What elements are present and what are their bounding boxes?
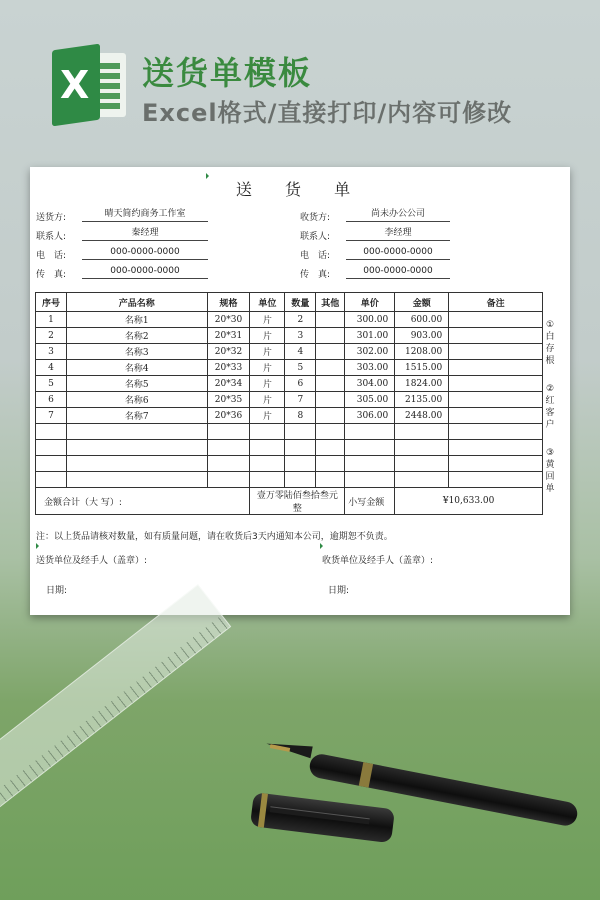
table-cell[interactable]: 1515.00 xyxy=(395,360,449,376)
table-cell[interactable]: 1 xyxy=(36,312,67,328)
total-upper-value[interactable]: 壹万零陆佰叁拾叁元整 xyxy=(250,488,345,515)
table-cell[interactable]: 7 xyxy=(285,392,316,408)
ruler-image xyxy=(0,584,231,812)
page-title: 送货单模板 xyxy=(142,54,313,92)
sender-phone-value[interactable]: 000-0000-0000 xyxy=(82,246,208,260)
cap-band xyxy=(258,793,268,827)
table-cell[interactable]: 名称4 xyxy=(66,360,207,376)
receiver-company-label: 收货方: xyxy=(300,213,331,223)
table-cell[interactable]: 2448.00 xyxy=(395,408,449,424)
total-lower-value[interactable]: ¥10,633.00 xyxy=(395,488,543,515)
table-cell[interactable]: 20*35 xyxy=(207,392,250,408)
table-cell[interactable] xyxy=(66,472,207,488)
table-cell[interactable]: 名称7 xyxy=(66,408,207,424)
copy-note-white: ①白存根 xyxy=(545,320,555,366)
receiver-fax-value[interactable]: 000-0000-0000 xyxy=(346,265,450,279)
table-cell[interactable] xyxy=(449,472,543,488)
table-cell[interactable] xyxy=(449,344,543,360)
table-cell[interactable] xyxy=(316,440,345,456)
table-cell[interactable]: 20*36 xyxy=(207,408,250,424)
excel-logo-icon xyxy=(52,47,128,123)
table-cell[interactable]: 20*31 xyxy=(207,328,250,344)
table-cell[interactable] xyxy=(395,456,449,472)
table-cell[interactable] xyxy=(395,424,449,440)
table-row-empty xyxy=(36,440,543,456)
table-cell[interactable]: 片 xyxy=(250,328,285,344)
column-header: 规格 xyxy=(207,293,250,312)
table-cell[interactable] xyxy=(66,440,207,456)
total-lower-label: 小写金额 xyxy=(345,488,395,515)
column-header: 其他 xyxy=(316,293,345,312)
table-row xyxy=(36,376,543,392)
total-upper-label: 金额合计（大 写）: xyxy=(36,488,250,515)
table-cell[interactable] xyxy=(316,456,345,472)
table-cell[interactable] xyxy=(316,472,345,488)
receiver-phone-label: 电 话: xyxy=(300,251,331,261)
table-cell[interactable]: 1824.00 xyxy=(395,376,449,392)
table-cell[interactable] xyxy=(285,456,316,472)
table-cell[interactable]: 20*32 xyxy=(207,344,250,360)
table-cell[interactable] xyxy=(207,440,250,456)
table-cell[interactable] xyxy=(395,472,449,488)
table-cell[interactable] xyxy=(345,472,395,488)
table-cell[interactable] xyxy=(316,376,345,392)
receiver-date-label: 日期: xyxy=(328,586,350,596)
column-header: 金额 xyxy=(395,293,449,312)
column-header: 产品名称 xyxy=(66,293,207,312)
table-cell[interactable] xyxy=(449,424,543,440)
table-cell[interactable] xyxy=(449,392,543,408)
table-cell[interactable]: 4 xyxy=(36,360,67,376)
table-cell[interactable]: 6 xyxy=(285,376,316,392)
table-cell[interactable] xyxy=(316,408,345,424)
table-cell[interactable] xyxy=(395,440,449,456)
table-row xyxy=(36,392,543,408)
table-row-empty xyxy=(36,456,543,472)
table-cell[interactable] xyxy=(207,472,250,488)
table-cell[interactable] xyxy=(285,424,316,440)
table-cell[interactable] xyxy=(66,456,207,472)
cell-comment-marker xyxy=(320,543,323,549)
table-cell[interactable]: 片 xyxy=(250,360,285,376)
table-row xyxy=(36,408,543,424)
table-cell[interactable]: 5 xyxy=(36,376,67,392)
column-header: 备注 xyxy=(449,293,543,312)
table-cell[interactable]: 4 xyxy=(285,344,316,360)
table-cell[interactable] xyxy=(36,440,67,456)
table-row-empty xyxy=(36,424,543,440)
table-cell[interactable]: 片 xyxy=(250,392,285,408)
table-cell[interactable]: 302.00 xyxy=(345,344,395,360)
table-cell[interactable] xyxy=(449,328,543,344)
delivery-note-sheet xyxy=(30,167,570,615)
table-cell[interactable]: 1208.00 xyxy=(395,344,449,360)
table-cell[interactable]: 片 xyxy=(250,312,285,328)
pen-cap-image xyxy=(250,792,395,843)
table-cell[interactable]: 5 xyxy=(285,360,316,376)
table-cell[interactable]: 2135.00 xyxy=(395,392,449,408)
table-cell[interactable]: 301.00 xyxy=(345,328,395,344)
table-cell[interactable] xyxy=(250,424,285,440)
table-cell[interactable] xyxy=(316,424,345,440)
column-header: 序号 xyxy=(36,293,67,312)
table-cell[interactable]: 20*33 xyxy=(207,360,250,376)
table-cell[interactable] xyxy=(36,472,67,488)
table-cell[interactable]: 300.00 xyxy=(345,312,395,328)
table-cell[interactable] xyxy=(345,440,395,456)
table-cell[interactable]: 600.00 xyxy=(395,312,449,328)
receiver-phone-value[interactable]: 000-0000-0000 xyxy=(346,246,450,260)
table-cell[interactable]: 名称1 xyxy=(66,312,207,328)
table-cell[interactable]: 6 xyxy=(36,392,67,408)
table-cell[interactable]: 20*30 xyxy=(207,312,250,328)
receiver-contact-label: 联系人: xyxy=(300,232,331,242)
table-cell[interactable] xyxy=(285,440,316,456)
table-cell[interactable] xyxy=(250,456,285,472)
copy-note-red: ②红客户 xyxy=(545,384,555,430)
sender-phone-label: 电 话: xyxy=(36,251,67,261)
table-cell[interactable]: 3 xyxy=(36,344,67,360)
document-title: 送 货 单 xyxy=(235,180,365,199)
table-cell[interactable] xyxy=(316,344,345,360)
table-cell[interactable] xyxy=(316,328,345,344)
table-cell[interactable] xyxy=(345,456,395,472)
table-cell[interactable]: 8 xyxy=(285,408,316,424)
table-cell[interactable] xyxy=(449,456,543,472)
table-cell[interactable] xyxy=(66,424,207,440)
sender-contact-value[interactable]: 秦经理 xyxy=(82,227,208,241)
table-row xyxy=(36,360,543,376)
table-row xyxy=(36,344,543,360)
sender-contact-label: 联系人: xyxy=(36,232,67,242)
table-cell[interactable]: 名称3 xyxy=(66,344,207,360)
table-cell[interactable] xyxy=(449,376,543,392)
ruler-ticks xyxy=(0,615,230,811)
table-cell[interactable] xyxy=(207,424,250,440)
table-cell[interactable] xyxy=(316,360,345,376)
table-header-row xyxy=(36,293,543,312)
table-cell[interactable]: 名称2 xyxy=(66,328,207,344)
total-row xyxy=(36,488,543,515)
table-cell[interactable] xyxy=(345,424,395,440)
table-cell[interactable] xyxy=(285,472,316,488)
column-header: 数量 xyxy=(285,293,316,312)
table-cell[interactable]: 303.00 xyxy=(345,360,395,376)
copy-note-yellow: ③黄回单 xyxy=(545,448,555,494)
receiver-fax-label: 传 真: xyxy=(300,270,331,280)
footer-note: 注：以上货品请核对数量，如有质量问题，请在收货后3天内通知本公司，逾期恕不负责。 xyxy=(36,532,393,542)
column-header: 单位 xyxy=(250,293,285,312)
table-row xyxy=(36,312,543,328)
cell-comment-marker xyxy=(36,543,39,549)
table-cell[interactable]: 3 xyxy=(285,328,316,344)
table-cell[interactable]: 2 xyxy=(36,328,67,344)
table-cell[interactable]: 片 xyxy=(250,408,285,424)
table-cell[interactable]: 片 xyxy=(250,344,285,360)
table-cell[interactable]: 903.00 xyxy=(395,328,449,344)
table-cell[interactable] xyxy=(36,456,67,472)
receiver-signature-label: 收货单位及经手人（盖章）: xyxy=(322,556,434,566)
table-cell[interactable] xyxy=(250,472,285,488)
table-cell[interactable]: 片 xyxy=(250,376,285,392)
table-cell[interactable] xyxy=(207,456,250,472)
cap-clip xyxy=(270,806,370,824)
sender-fax-label: 传 真: xyxy=(36,270,67,280)
page-subtitle: Excel格式/直接打印/内容可修改 xyxy=(142,99,513,127)
table-cell[interactable] xyxy=(36,424,67,440)
table-cell[interactable]: 20*34 xyxy=(207,376,250,392)
table-cell[interactable]: 305.00 xyxy=(345,392,395,408)
table-cell[interactable]: 2 xyxy=(285,312,316,328)
pen-band xyxy=(359,762,373,787)
column-header: 单价 xyxy=(345,293,395,312)
table-row xyxy=(36,328,543,344)
receiver-contact-value[interactable]: 李经理 xyxy=(346,227,450,241)
sender-signature-label: 送货单位及经手人（盖章）: xyxy=(36,556,148,566)
table-cell[interactable] xyxy=(449,312,543,328)
table-cell[interactable] xyxy=(250,440,285,456)
table-cell[interactable] xyxy=(449,360,543,376)
table-cell[interactable]: 7 xyxy=(36,408,67,424)
receiver-company-value[interactable]: 尚未办公公司 xyxy=(346,208,450,222)
sender-fax-value[interactable]: 000-0000-0000 xyxy=(82,265,208,279)
table-cell[interactable] xyxy=(316,392,345,408)
table-cell[interactable]: 304.00 xyxy=(345,376,395,392)
goods-table xyxy=(35,292,543,515)
table-cell[interactable]: 名称5 xyxy=(66,376,207,392)
sender-company-value[interactable]: 晴天简约商务工作室 xyxy=(82,208,208,222)
table-cell[interactable] xyxy=(449,408,543,424)
table-cell[interactable] xyxy=(449,440,543,456)
table-cell[interactable]: 306.00 xyxy=(345,408,395,424)
table-cell[interactable] xyxy=(316,312,345,328)
sender-company-label: 送货方: xyxy=(36,213,67,223)
sender-date-label: 日期: xyxy=(46,586,68,596)
logo-x-glyph: X xyxy=(60,63,90,107)
table-row-empty xyxy=(36,472,543,488)
table-cell[interactable]: 名称6 xyxy=(66,392,207,408)
